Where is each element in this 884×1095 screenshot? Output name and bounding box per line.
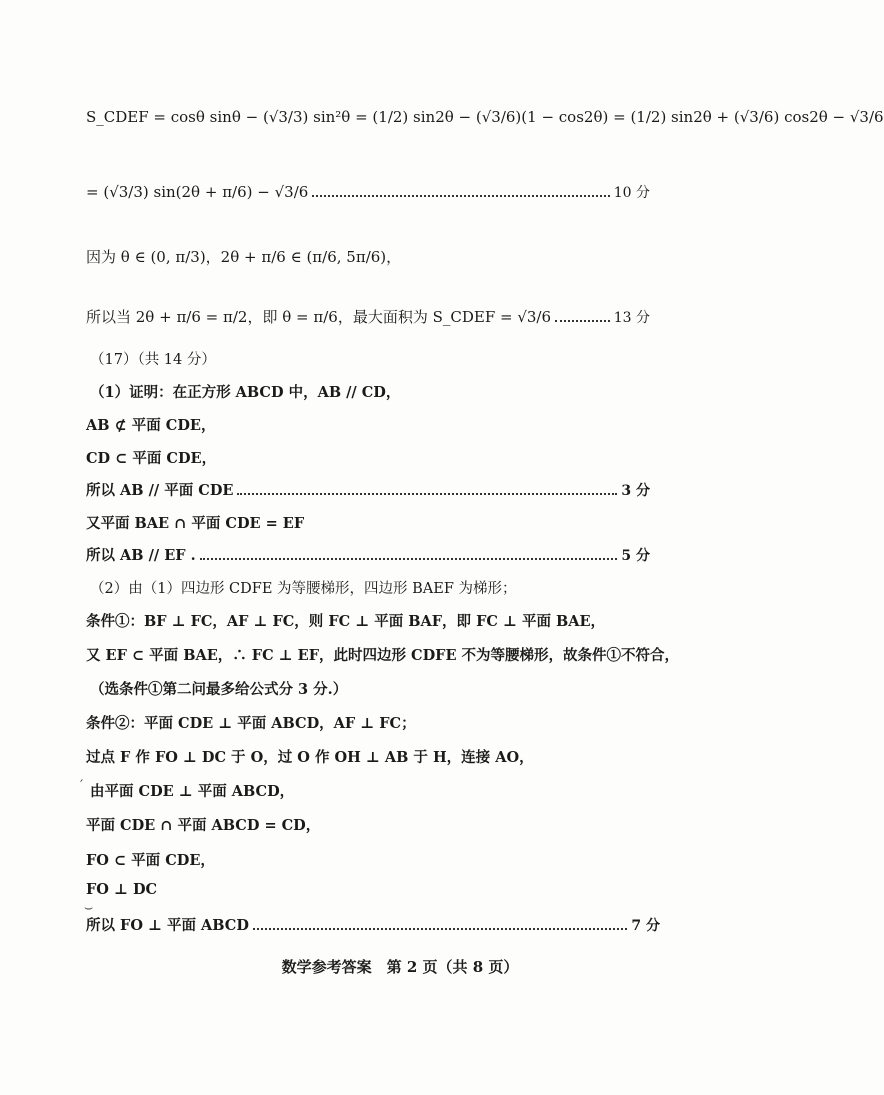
proof-line <box>86 712 650 733</box>
proof-line <box>86 479 650 500</box>
proof-line <box>86 544 650 565</box>
leader-dots <box>312 195 609 197</box>
proof-line <box>86 447 650 468</box>
proof-line <box>90 577 650 598</box>
formula-line-result <box>86 182 650 202</box>
score-label: 3 分 <box>621 482 650 499</box>
formula-text: S_CDEF = cosθ sinθ − (√3/3) sin²θ = (1/2) sin2θ − (√3/6)(1 − cos2θ) = (1/2) sin2θ + (√3/6) cos2θ − √3/6 <box>86 108 884 126</box>
leader-dots <box>237 493 617 495</box>
page-footer: 数学参考答案 第 2 页（共 8 页） <box>281 958 519 976</box>
proof-line <box>86 849 650 870</box>
leader-dots <box>200 558 618 560</box>
score-label: 13 分 <box>613 309 650 326</box>
proof-line <box>86 881 650 898</box>
proof-line <box>86 610 720 631</box>
leader-dots <box>253 928 627 930</box>
score-label: 7 分 <box>631 917 660 934</box>
formula-line-area <box>86 108 884 126</box>
note-text: （选条件①第二问最多给公式分 3 分.） <box>90 681 348 698</box>
note-line <box>90 678 650 699</box>
proof-line <box>90 381 650 402</box>
proof-line <box>86 414 650 435</box>
proof-text: 所以 FO ⊥ 平面 ABCD <box>86 917 249 934</box>
score-label: 10 分 <box>613 185 650 201</box>
formula-text: = (√3/3) sin(2θ + π/6) − √3/6 <box>86 183 309 201</box>
proof-text: 平面 CDE ∩ 平面 ABCD = CD， <box>86 817 321 834</box>
proof-text: CD ⊂ 平面 CDE， <box>86 450 217 467</box>
proof-text: 又平面 BAE ∩ 平面 CDE = EF <box>86 515 305 532</box>
stray-mark: ′ <box>80 778 84 794</box>
proof-text: （2）由（1）四边形 CDFE 为等腰梯形，四边形 BAEF 为梯形； <box>90 581 517 597</box>
proof-text: 又 EF ⊂ 平面 BAE，∴ FC ⊥ EF，此时四边形 CDFE 不为等腰梯形，故条件①不符合， <box>86 647 680 664</box>
proof-text: 由平面 CDE ⊥ 平面 ABCD， <box>90 783 295 800</box>
proof-line <box>86 644 720 665</box>
proof-text: 所以 AB // 平面 CDE <box>86 482 234 499</box>
proof-text: 条件②：平面 CDE ⊥ 平面 ABCD，AF ⊥ FC； <box>86 715 416 732</box>
score-label: 5 分 <box>621 547 650 564</box>
proof-text: 过点 F 作 FO ⊥ DC 于 O，过 O 作 OH ⊥ AB 于 H，连接 AO， <box>86 749 534 766</box>
proof-text: （1）证明：在正方形 ABCD 中，AB // CD， <box>90 384 401 401</box>
proof-line <box>86 512 650 533</box>
proof-text: AB ⊄ 平面 CDE， <box>86 417 216 434</box>
proof-line <box>86 914 660 935</box>
proof-text: 所以 AB // EF . <box>86 547 196 564</box>
proof-text: 条件①：BF ⊥ FC，AF ⊥ FC，则 FC ⊥ 平面 BAF，即 FC ⊥ 平面 BAE， <box>86 613 606 630</box>
proof-text: FO ⊥ DC <box>86 881 158 898</box>
stray-mark: ⌣ <box>84 900 94 916</box>
problem-heading <box>90 348 650 369</box>
formula-text: 所以当 2θ + π/6 = π/2，即 θ = π/6，最大面积为 S_CDEF = √3/6 <box>86 308 552 326</box>
leader-dots <box>555 320 610 322</box>
proof-line <box>86 746 650 767</box>
proof-line <box>90 780 650 801</box>
proof-line <box>86 814 650 835</box>
proof-text: FO ⊂ 平面 CDE， <box>86 852 215 869</box>
max-area-line <box>86 306 650 327</box>
formula-text: 因为 θ ∈ (0, π/3)，2θ + π/6 ∈ (π/6, 5π/6)， <box>86 248 402 266</box>
heading-text: （17）（共 14 分） <box>90 352 216 368</box>
range-line <box>86 246 650 267</box>
